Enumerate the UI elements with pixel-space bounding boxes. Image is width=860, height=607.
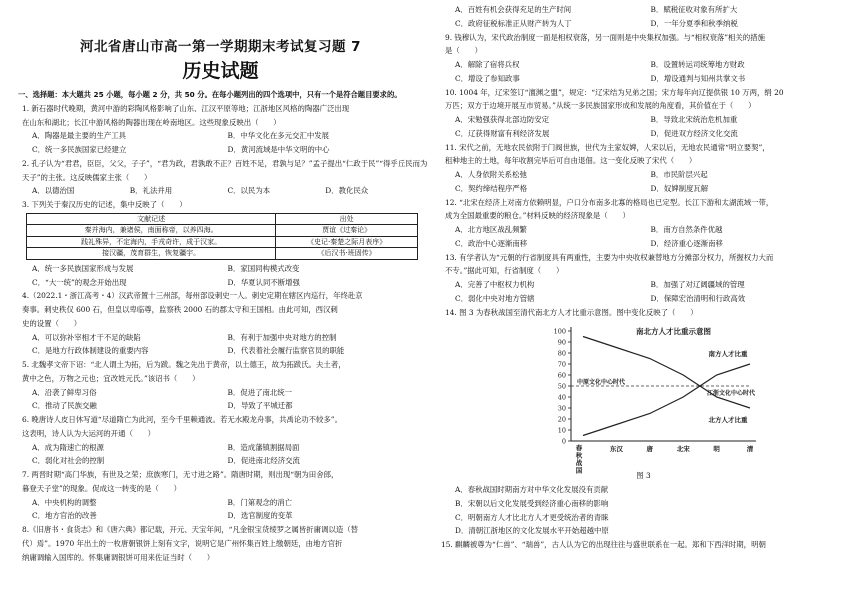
- question-stem-line: 5. 北魏孝文帝下诏：“北人谓土为拓，后为跋。魏之先出于黄帝，以土德王，故为拓跋氏。夫土者，: [22, 360, 346, 369]
- x-tick-label: 秋: [575, 451, 583, 460]
- answer-option: D．一年分夏季和秋季纳税: [650, 18, 738, 28]
- source-table: [26, 213, 418, 260]
- question-stem-line: 不专。”据此可知，行省制度（ ）: [445, 266, 564, 276]
- answer-option: B．南方自然条件优越: [650, 225, 723, 234]
- figure-3: [441, 319, 846, 475]
- answer-option: B．促进了南北统一: [227, 387, 293, 397]
- table-header-cell: 文献记述: [27, 213, 276, 225]
- question-stem-line: 纳庸调输入国库的。怀集庸调银饼可用来佐证当时（ ）: [22, 552, 215, 562]
- question-stem-line: 是（ ）: [445, 46, 482, 56]
- y-tick-label: 80: [557, 349, 566, 358]
- question-stem-line: 2. 孔子认为“君君，臣臣，父父，子子”，“君为政，君孰敢不正？百姓不足，君孰与足？”孟子提出“仁政于民”“得乎丘民而为: [22, 158, 428, 168]
- answer-option: C．契约缔结程序严格: [455, 183, 528, 193]
- question-stem-line: 租种地主的土地，每年收割完毕后可自由退佃。这一变化反映了宋代（ ）: [445, 156, 697, 166]
- answer-options: [441, 168, 846, 196]
- table-cell: 贾谊《过秦论》: [276, 225, 418, 237]
- y-tick-label: 50: [557, 382, 566, 391]
- answer-option: D．经济重心逐渐南移: [650, 238, 723, 248]
- answer-options: [18, 262, 423, 290]
- question-stem-line: 在山东和湖北；长江中游风格的陶器出现在岭南地区。这些现象反映出（ ）: [22, 117, 281, 127]
- answer-option: B．中华文化在多元交汇中发展: [227, 131, 330, 141]
- question-stem-line: 13. 有学者认为“元朝的行省制度具有两重性，主要为中央收权兼替地方分摊部分权力，所握权力大而: [445, 252, 774, 262]
- answer-option: B．宋朝以后文化发展受到经济重心南移的影响: [455, 498, 609, 508]
- right-questions: [441, 3, 846, 319]
- x-tick-label: 战: [575, 459, 583, 468]
- answer-option: D．促进双方经济文化交流: [650, 128, 738, 138]
- answer-options: [441, 3, 846, 31]
- answer-options: [18, 496, 423, 524]
- figure-caption: 图 3: [636, 471, 651, 481]
- y-tick-label: 60: [557, 371, 566, 380]
- answer-option: C．推动了民族交融: [32, 401, 97, 411]
- answer-options: [441, 223, 846, 251]
- exam-title: 河北省唐山市高一第一学期期末考试复习题 7: [79, 39, 362, 55]
- x-tick-label: 清: [746, 445, 754, 454]
- section-heading: 一、选择题：本大题共 25 小题，每小题 2 分，共 50 分。在每小题列出的四个选项中，只有一个是符合题目要求的。: [18, 90, 402, 99]
- question-stem-line: 11. 宋代之前，无地农民依附于门阀世族，世代为主家奴婢，人宋以后，无地农民通常“明立要契”，: [445, 142, 770, 152]
- table-cell: 接汉疆，茂育群生，恢复疆宇。: [27, 248, 276, 260]
- answer-option: A．统一多民族国家形成与发展: [32, 263, 134, 273]
- answer-option: C．辽获得财富有利经济发展: [455, 128, 550, 138]
- right-column: [441, 3, 846, 552]
- answer-option: B．导致北宋统治危机加重: [650, 115, 738, 124]
- table-cell: 《后汉书·班固传》: [276, 248, 418, 260]
- answer-option: D．增设通判与知州共掌文书: [650, 73, 746, 83]
- answer-option: B．赋税征收对象有所扩大: [650, 5, 738, 14]
- answer-option: B．有利于加强中央对地方的控制: [227, 332, 337, 342]
- question-stem-line: 代）焉”。1970 年出土的一枚唐朝银饼上刻有文字，说明它是广州怀集百姓上缴朝廷，由地方官折: [22, 538, 343, 548]
- answer-option: D．保障宏治清明和行政高效: [650, 293, 746, 303]
- answer-option: C．“大一统”的观念开始出现: [32, 277, 127, 287]
- answer-option: A．宋勉强获得北部边防安定: [455, 115, 550, 124]
- question-stem-line: 14. 图 3 为春秋战国至清代南北方人才比重示意图。图中变化反映了（ ）: [445, 307, 698, 317]
- answer-option: C．是地方行政体制建设的重要内容: [32, 346, 149, 356]
- answer-option: A．解除了宿将兵权: [455, 60, 520, 69]
- table-cell: 秦并海内，兼诸侯，南面称帝，以养四海。: [27, 225, 276, 237]
- question-stem-line: 3. 下列关于秦汉历史的记述，集中反映了（ ）: [22, 200, 187, 209]
- answer-option: C．明朝南方人才比北方人才更受统治者的青睐: [455, 512, 609, 522]
- answer-option: B．造成藩镇割据局面: [227, 442, 300, 452]
- series-label: 南方人才比重: [708, 350, 748, 359]
- question-stem-line: 史的设置（ ）: [22, 318, 82, 328]
- answer-option: A．完善了中枢权力机构: [455, 280, 535, 289]
- answer-option: B．家国同构模式改变: [227, 263, 300, 273]
- table-header-cell: 出处: [276, 213, 418, 225]
- answer-option: C．增设了参知政事: [455, 73, 520, 83]
- table-cell: 践礼殊异，不定海内，手戎奇许，成于汉家。: [27, 236, 276, 248]
- question-stem-line: 10. 1004 年，辽宋签订“澶渊之盟”，规定：“辽宋结为兄弟之国；宋方每年向辽提供银 10 万两，绢 20: [445, 87, 784, 97]
- answer-option: C．弱化对社会的控制: [32, 456, 105, 466]
- question-stem-line: 8.《旧唐书・食货志》和《唐六典》都记载，开元、天宝年间，“凡金银宝货绫罗之属皆折庸调以造（替: [22, 525, 359, 534]
- q15-stem: 15. 麒麟被尊为“仁兽”、“瑞兽”，古人认为它的出现往往与盛世联系在一起。郑和下西洋时期，明朝: [441, 540, 766, 549]
- question-stem-line: 奏事。刺史秩仅 600 石，但皇以卑临尊，监察秩 2000 石的郡太守和王国相。由此可知，西汉刺: [22, 305, 338, 314]
- answer-option: A．中央机构的调整: [32, 497, 97, 507]
- answer-option: D．导致了平城迁都: [227, 401, 293, 411]
- annotation: 中原文化中心时代: [576, 379, 626, 387]
- y-tick-label: 10: [557, 426, 566, 435]
- y-tick-label: 20: [557, 415, 566, 424]
- question-stem-line: 6. 晚唐诗人皮日休写道“尽道隋亡为此河，至今千里赖通波。若无水殿龙舟事，共禹论功不较多”。: [22, 415, 342, 424]
- q14-options: [441, 483, 846, 538]
- answer-options: [18, 184, 423, 198]
- answer-option: B．加强了对辽阔疆域的管理: [650, 280, 745, 289]
- y-tick-label: 0: [561, 437, 566, 446]
- question-stem-line: 万匹；双方于边境开展互市贸易。”从统一多民族国家形成和发展的角度看，其价值在于（ ）: [445, 101, 756, 111]
- answer-option: D．教化民众: [325, 186, 369, 196]
- question-stem-line: 4.（2022.1・浙江高考・4）汉武帝置十三州部，每州部设刺史一人。刺史定期在辖区内巡行，年终赴京: [22, 291, 363, 301]
- left-column: [18, 0, 428, 564]
- answer-option: B．门第观念的消亡: [227, 497, 293, 507]
- question-stem-line: 1. 新石器时代晚期，黄河中游的彩陶风格影响了山东、江汉平原等地；江浙地区风格的陶器广泛出现: [22, 103, 350, 113]
- north-south-talent-chart: [441, 319, 846, 475]
- answer-option: D．华夏认同不断增强: [227, 277, 300, 287]
- answer-options: [18, 129, 423, 157]
- answer-option: D．代表着社会履行监察官员的职能: [227, 346, 345, 356]
- answer-option: B．礼法并用: [129, 186, 173, 196]
- answer-option: D．选官制度的变革: [227, 511, 293, 521]
- y-tick-label: 40: [557, 393, 566, 402]
- answer-option: A．春秋战国时期南方对中华文化发展没有贡献: [455, 485, 609, 494]
- question-stem-line: 12. “北宋在经济上对南方依赖明显，户口分布南多北寡的格局也已定型。长江下游和太湖流域一带，: [445, 197, 774, 207]
- chart-title: 南北方人才比重示意图: [636, 327, 711, 337]
- series-label: 北方人才比重: [708, 416, 748, 425]
- y-tick-label: 30: [557, 404, 566, 413]
- answer-option: D．促进南北经济交流: [227, 456, 300, 466]
- answer-options: [441, 58, 846, 86]
- answer-option: B．市民阶层兴起: [650, 170, 708, 179]
- answer-option: A．可以弥补宰相才干不足的缺陷: [32, 332, 141, 342]
- answer-option: A．百姓有机会获得充足的生产时间: [455, 5, 572, 14]
- y-tick-label: 90: [557, 338, 566, 347]
- x-tick-label: 明: [713, 445, 720, 454]
- x-tick-label: 东汉: [609, 445, 623, 454]
- answer-options: [18, 441, 423, 469]
- question-stem-line: 9. 钱穆认为，宋代政治制度一面是相权衰落，另一面则是中央集权加强。与“相权衰落”相关的措施: [445, 32, 765, 42]
- x-tick-label: 北宋: [676, 445, 690, 454]
- question-stem-line: 7. 两晋时期“高门华族，有世及之荣；庶族寒门，无寸进之路”。隋唐时期，则出现“朝为田舍郎，: [22, 470, 339, 479]
- question-stem-line: 成为全国最重要的粮仓。”材料反映的经济现象是（ ）: [445, 211, 630, 221]
- answer-option: A．沿袭了鲜卑习俗: [32, 387, 97, 397]
- exam-subject: 历史试题: [182, 60, 259, 82]
- answer-option: A．以德治国: [32, 186, 75, 196]
- y-tick-label: 70: [557, 360, 566, 369]
- left-questions: [18, 102, 428, 565]
- answer-option: C．政治中心逐渐南移: [455, 238, 528, 248]
- answer-options: [18, 386, 423, 414]
- answer-option: C．政府征税标准正从财产转为人丁: [455, 18, 572, 28]
- answer-option: A．成为隋速亡的根源: [32, 442, 104, 452]
- answer-option: C．统一多民族国家已经建立: [32, 145, 127, 154]
- answer-option: B．设置转运司统筹地方财政: [650, 60, 745, 69]
- answer-option: D．黄河流域是中华文明的中心: [227, 145, 330, 154]
- question-stem-line: 暮登天子堂”的现象。促成这一转变的是（ ）: [22, 483, 181, 493]
- answer-options: [18, 331, 423, 359]
- answer-option: C．地方官治的改善: [32, 511, 97, 521]
- x-tick-label: 春: [575, 444, 583, 453]
- answer-options: [441, 278, 846, 306]
- answer-option: C．弱化中央对地方管辖: [455, 293, 535, 303]
- answer-option: A．北方地区战乱频繁: [455, 225, 527, 234]
- x-tick-label: 唐: [646, 445, 654, 454]
- question-stem-line: 这表明，诗人认为大运河的开通（ ）: [22, 428, 156, 438]
- x-tick-label: 国: [575, 466, 583, 475]
- answer-option: D．奴婢制度瓦解: [650, 183, 709, 193]
- table-cell: 《史记·秦楚之际月表序》: [276, 236, 418, 248]
- answer-option: D．清朝江浙地区的文化发展水平开始超越中原: [455, 526, 609, 536]
- annotation: 江浙文化中心时代: [706, 390, 756, 398]
- question-stem-line: 黄中之色，万物之元也；宜改姓元氏。”该诏书（ ）: [22, 373, 200, 383]
- y-tick-label: 100: [553, 327, 566, 336]
- answer-option: A．陶器是最主要的生产工具: [32, 131, 127, 141]
- question-stem-line: 天子”的主张。这反映儒家主张（ ）: [22, 172, 152, 182]
- answer-option: A．人身依附关系松弛: [455, 170, 527, 179]
- answer-options: [441, 113, 846, 141]
- answer-option: C．以民为本: [227, 186, 271, 196]
